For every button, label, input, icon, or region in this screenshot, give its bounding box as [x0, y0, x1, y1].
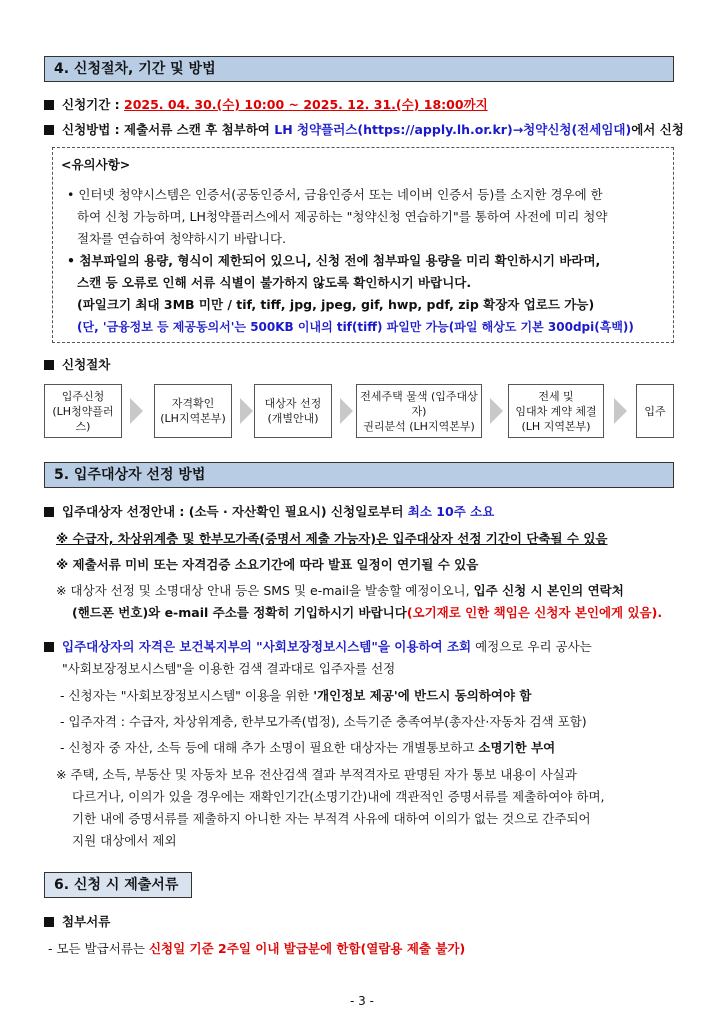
- notice-2-line-1: • 첨부파일의 용량, 형식이 제한되어 있으니, 신청 전에 첨부파일 용량을 미리 확인하시기 바라며,: [67, 253, 601, 268]
- guide-value: 최소 10주 소요: [407, 504, 495, 519]
- apply-link[interactable]: LH 청약플러스(https://apply.lh.or.kr)→청약신청(전세임대): [274, 122, 632, 137]
- section-6-heading: 6. 신청 시 제출서류: [44, 872, 192, 898]
- notice-1-line-2: 하여 신청 가능하며, LH청약플러스에서 제공하는 "청약신청 연습하기"를 통하여 사전에 미리 청약: [77, 209, 608, 224]
- dash-1: - 신청자는 "사회보장정보시스템" 이용을 위한 '개인정보 제공'에 반드시 동의하여야 함: [60, 688, 532, 703]
- step-house-search: 전세주택 물색 (입주대상자) 권리분석 (LH지역본부): [356, 384, 482, 438]
- guide-label: 입주대상자 선정안내 : (소득 · 자산확인 필요시) 신청일로부터: [62, 504, 408, 519]
- step-contract: 전세 및 임대차 계약 체결 (LH 지역본부): [508, 384, 604, 438]
- ssis-line-2: "사회보장정보시스템"을 이용한 검색 결과대로 입주자를 선정: [62, 661, 396, 676]
- square-bullet-icon: [44, 125, 54, 135]
- square-bullet-icon: [44, 100, 54, 110]
- notice-1-line-1: • 인터넷 청약시스템은 인증서(공동인증서, 금융인증서 또는 네이버 인증서 등)를 소지한 경우에 한: [67, 187, 603, 202]
- notice-2-line-2: 스캔 등 오류로 인해 서류 식별이 불가하지 않도록 확인하시기 바랍니다.: [77, 275, 472, 290]
- procedure-flow: [44, 384, 674, 438]
- square-bullet-icon: [44, 507, 54, 517]
- method-tail: 에서 신청: [631, 122, 684, 137]
- note-3-line-1: ※ 대상자 선정 및 소명대상 안내 등은 SMS 및 e-mail을 발송할 예정이오니, 입주 신청 시 본인의 연락처: [56, 583, 624, 598]
- step-move-in: 입주: [636, 384, 674, 438]
- arrow-right-icon: [614, 398, 627, 424]
- arrow-right-icon: [130, 398, 143, 424]
- step-apply: 입주신청 (LH청약플러스): [44, 384, 122, 438]
- attach-label: 첨부서류: [62, 914, 111, 929]
- page-number: - 3 -: [350, 994, 374, 1008]
- procedure-label: 신청절차: [62, 357, 111, 372]
- selection-guide: [44, 503, 494, 521]
- application-method: [44, 121, 684, 139]
- square-bullet-icon: [44, 360, 54, 370]
- step-eligibility: 자격확인 (LH지역본부): [154, 384, 232, 438]
- attach-label-row: [44, 913, 110, 931]
- arrow-right-icon: [490, 398, 503, 424]
- arrow-right-icon: [240, 398, 253, 424]
- method-label: 신청방법 : 제출서류 스캔 후 첨부하여: [62, 122, 275, 137]
- square-bullet-icon: [44, 642, 54, 652]
- dash-2: - 입주자격 : 수급자, 차상위계층, 한부모가족(법정), 소득기준 충족여부(총자산·자동차 검색 포함): [60, 714, 587, 729]
- period-label: 신청기간 :: [62, 97, 125, 112]
- arrow-right-icon: [340, 398, 353, 424]
- note-4-line-4: 지원 대상에서 제외: [72, 833, 177, 848]
- dash-3: - 신청자 중 자산, 소득 등에 대해 추가 소명이 필요한 대상자는 개별통보하고 소명기한 부여: [60, 740, 556, 755]
- note-4-line-2: 다르거나, 이의가 있을 경우에는 재확인기간(소명기간)내에 객관적인 증명서류를 제출하여야 하며,: [72, 789, 605, 804]
- step-selection: 대상자 선정 (개별안내): [254, 384, 332, 438]
- procedure-label-row: [44, 356, 110, 374]
- note-1: ※ 수급자, 차상위계층 및 한부모가족(증명서 제출 가능자)은 입주대상자 선정 기간이 단축될 수 있음: [56, 531, 608, 546]
- notice-title: <유의사항>: [61, 157, 131, 172]
- note-4-line-1: ※ 주택, 소득, 부동산 및 자동차 보유 전산검색 결과 부적격자로 판명된 자가 통보 내용이 사실과: [56, 767, 577, 782]
- notice-1-line-3: 절차를 연습하여 청약하시기 바랍니다.: [77, 231, 287, 246]
- note-4-line-3: 기한 내에 증명서류를 제출하지 아니한 자는 부적격 사유에 대하여 이의가 없는 것으로 간주되어: [72, 811, 591, 826]
- notice-box: [52, 147, 674, 343]
- note-3-line-2: (핸드폰 번호)와 e-mail 주소를 정확히 기입하시기 바랍니다(오기재로 인한 책임은 신청자 본인에게 있음).: [72, 605, 663, 620]
- note-2: ※ 제출서류 미비 또는 자격검증 소요기간에 따라 발표 일정이 연기될 수 있음: [56, 557, 479, 572]
- application-period: [44, 96, 488, 114]
- notice-2-line-3: (파일크기 최대 3MB 미만 / tif, tiff, jpg, jpeg, gif, hwp, pdf, zip 확장자 업로드 가능): [77, 297, 595, 312]
- square-bullet-icon: [44, 917, 54, 927]
- ssis-line-1: 입주대상자의 자격은 보건복지부의 "사회보장정보시스템"을 이용하여 조회 예정으로 우리 공사는: [44, 638, 592, 656]
- docs-note: - 모든 발급서류는 신청일 기준 2주일 이내 발급분에 한함(열람용 제출 불가): [48, 941, 466, 956]
- period-value: 2025. 04. 30.(수) 10:00 ~ 2025. 12. 31.(수) 18:00까지: [124, 97, 488, 112]
- section-4-heading: 4. 신청절차, 기간 및 방법: [44, 56, 674, 82]
- section-5-heading: 5. 입주대상자 선정 방법: [44, 462, 674, 488]
- notice-2-line-4: (단, '금융정보 등 제공동의서'는 500KB 이내의 tif(tiff) 파일만 가능(파일 해상도 기본 300dpi(흑백)): [77, 320, 634, 334]
